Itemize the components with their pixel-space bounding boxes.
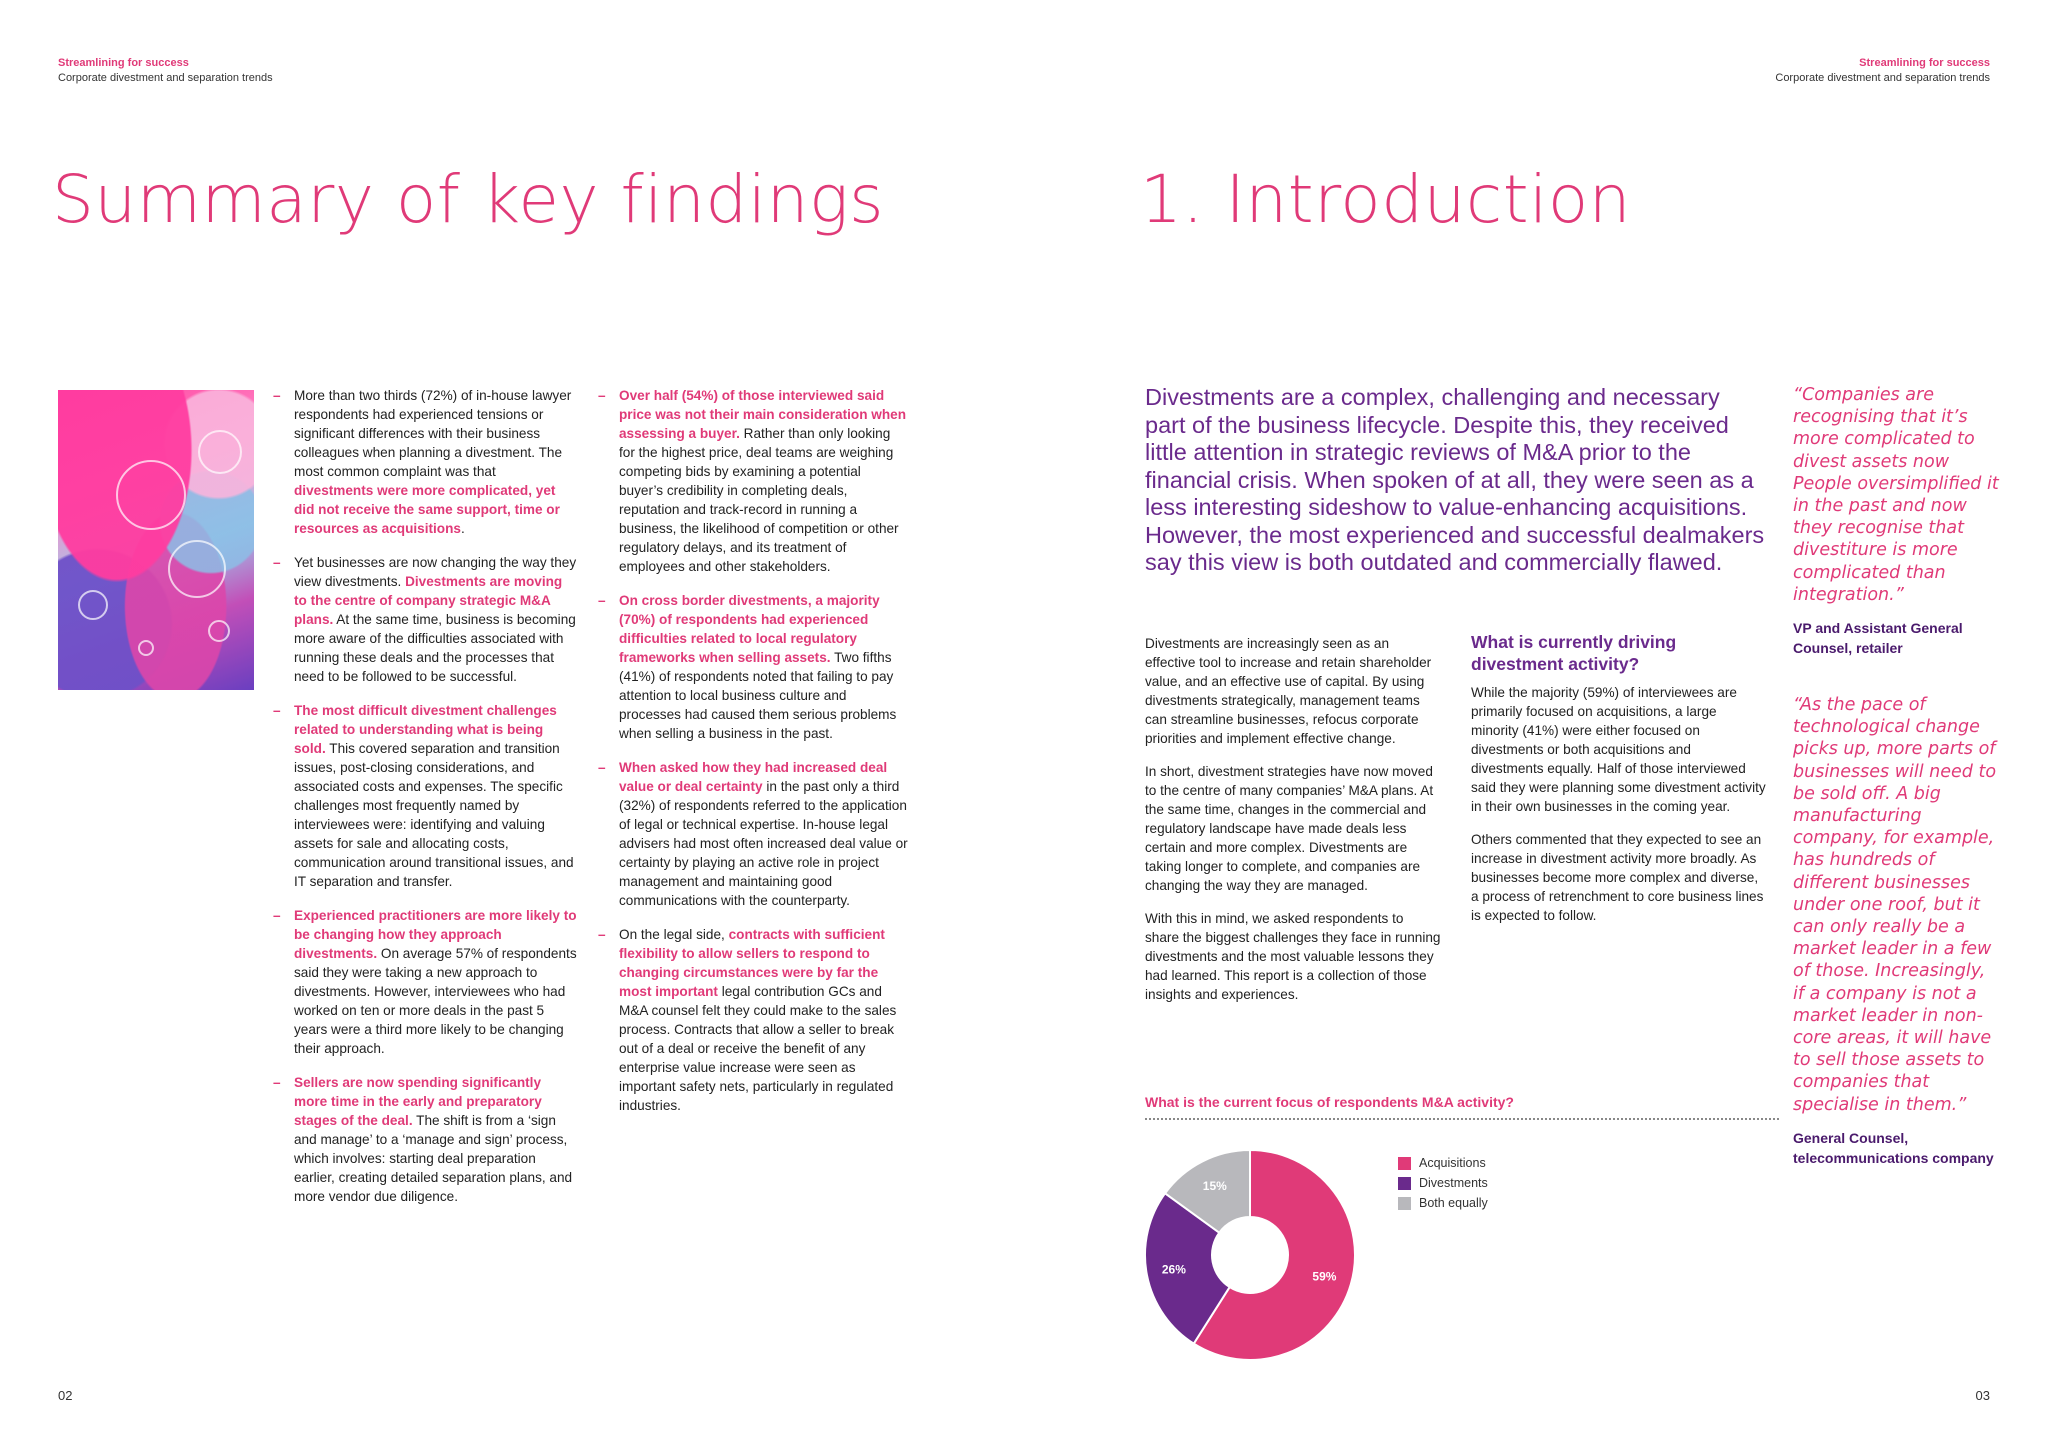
finding-item	[273, 386, 578, 538]
legend-item	[1398, 1153, 1488, 1173]
finding-highlight: Over half (54%) of those interviewed said price was not their main consideration when assessing a buyer.	[619, 388, 907, 441]
quote-block	[1787, 694, 1999, 1168]
intro-lead-paragraph: Divestments are a complex, challenging and necessary part of the business lifecycle. Despite this, they received little attention in strategic reviews of M&A prior to the financial crisis. When spoken of at all, they were seen as a less interesting sideshow to value-enhancing acquisitions. However, the most experienced and successful dealmakers say this view is both outdated and commercially flawed.	[1145, 384, 1765, 575]
dash-bullet-icon: –	[598, 593, 606, 608]
dash-bullet-icon: –	[273, 1075, 281, 1090]
finding-highlight: On cross border divestments, a majority (70%) of respondents had experienced difficulties related to local regulatory frameworks when selling assets.	[619, 593, 880, 665]
legend-item	[1398, 1173, 1488, 1193]
pull-quote: “As the pace of technological change picks up, more parts of businesses will need to be sold off. A big manufacturing company, for example, has hundreds of different businesses under one roof, but it can only really be a market leader in a few of those. Increasingly, if a company is not a market leader in non-core areas, it will have to sell those assets to companies that specialise in them.”	[1793, 695, 1997, 1115]
dash-bullet-icon: –	[273, 703, 281, 718]
finding-text: in the past only a third (32%) of respondents referred to the application of legal or technical expertise. In-house legal advisers had most often increased deal value or certainty by playing an active role in project management and maintaining good communications with the counterparty.	[619, 779, 908, 908]
right-page	[1024, 0, 2048, 1448]
intro-paragraph: Divestments are increasingly seen as an effective tool to increase and retain shareholder value, and an effective use of capital. By using divestments strategically, management teams can streamline businesses, refocus corporate priorities and implement effective change.	[1145, 636, 1432, 746]
pull-quotes	[1787, 384, 1999, 1204]
dash-bullet-icon: –	[598, 927, 606, 942]
legend-swatch-icon	[1398, 1157, 1411, 1170]
legend-label: Divestments	[1419, 1176, 1488, 1190]
finding-item	[273, 906, 578, 1058]
intro-paragraph: With this in mind, we asked respondents to share the biggest challenges they face in running divestments and the most valuable lessons they had learned. This report is a collection of those insights and experiences.	[1145, 911, 1441, 1002]
finding-text: This covered separation and transition issues, post-closing considerations, and associated costs and expenses. The specific challenges most frequently named by interviewees were: identifying and valuing assets for sale and allocating costs, communication around transitional issues, and IT separation and transfer.	[294, 741, 574, 889]
finding-highlight: Experienced practitioners are more likely to be changing how they approach divestments.	[294, 908, 577, 961]
finding-item	[598, 386, 908, 576]
dash-bullet-icon: –	[273, 388, 281, 403]
donut-data-label: 59%	[1312, 1269, 1337, 1284]
finding-highlight: The most difficult divestment challenges related to understanding what is being sold.	[294, 703, 557, 756]
finding-text: Yet businesses are now changing the way they view divestments.	[294, 555, 577, 589]
finding-text: legal contribution GCs and M&A counsel felt they could make to the sales process. Contracts that allow a seller to break out of a deal or receive the benefit of any enterprise value increase were seen as important safety nets, particularly in regulated industries.	[619, 984, 897, 1113]
dash-bullet-icon: –	[598, 388, 606, 403]
running-head-title: Streamlining for success	[58, 57, 189, 69]
finding-highlight: contracts with sufficient flexibility to allow sellers to respond to changing circumstances were by far the most important	[619, 927, 885, 999]
dash-bullet-icon: –	[273, 908, 281, 923]
donut-chart	[1145, 1140, 1385, 1370]
intro-paragraph: In short, divestment strategies have now moved to the centre of many companies’ M&A plans. At the same time, changes in the commercial and regulatory landscape have made deals less certain and more complex. Divestments are taking longer to complete, and companies are changing the way they are managed.	[1145, 764, 1434, 893]
finding-item	[598, 758, 908, 910]
finding-text: More than two thirds (72%) of in-house lawyer respondents had experienced tensions or significant differences with their business colleagues when planning a divestment. The most common complaint was that	[294, 388, 572, 479]
dash-bullet-icon: –	[273, 555, 281, 570]
pull-quote: “Companies are recognising that it’s more complicated to divest assets now People oversimplified it in the past and now they recognise that divestiture is more complicated than integration.”	[1793, 385, 1999, 605]
finding-text: On the legal side,	[619, 927, 729, 942]
section-subheading: What is currently driving divestment activity?	[1471, 632, 1677, 674]
finding-text: At the same time, business is becoming more aware of the difficulties associated with running these deals and the processes that need to be followed to be successful.	[294, 612, 576, 684]
finding-text: On average 57% of respondents said they were taking a new approach to divestments. However, interviewees who had worked on ten or more deals in the past 5 years were a third more likely to be changing their approach.	[294, 946, 577, 1056]
running-head	[58, 56, 273, 86]
page-number: 03	[1975, 1388, 1990, 1403]
dotted-divider	[1145, 1118, 1779, 1120]
finding-text: .	[460, 521, 465, 536]
finding-highlight: When asked how they had increased deal value or deal certainty	[619, 760, 888, 794]
finding-item	[273, 1073, 578, 1206]
quote-block	[1787, 384, 1999, 658]
donut-data-label: 26%	[1161, 1262, 1186, 1277]
chart-title: What is the current focus of respondents M&A activity?	[1145, 1094, 1514, 1110]
finding-item	[598, 591, 908, 743]
intro-paragraph: Others commented that they expected to see an increase in divestment activity more broadly. As businesses become more complex and diverse, a process of retrenchment to core business lines is expected to follow.	[1471, 832, 1764, 923]
quote-attribution: VP and Assistant General Counsel, retailer	[1793, 620, 1963, 657]
donut-data-label: 15%	[1202, 1178, 1227, 1193]
abstract-bubbles-image	[58, 390, 254, 690]
legend-swatch-icon	[1398, 1177, 1411, 1190]
page-title: Summary of key findings	[52, 161, 884, 238]
finding-highlight: Sellers are now spending significantly more time in the early and preparatory stages of the deal.	[294, 1075, 542, 1128]
page-number: 02	[58, 1388, 73, 1403]
dash-bullet-icon: –	[598, 760, 606, 775]
finding-text: Two fifths (41%) of respondents noted that failing to pay attention to local business culture and processes had caused them serious problems when selling a business in the past.	[619, 650, 897, 741]
legend-label: Acquisitions	[1419, 1156, 1486, 1170]
findings-column-1	[273, 386, 578, 1221]
running-head-subtitle: Corporate divestment and separation trends	[58, 72, 273, 84]
chart-legend	[1398, 1153, 1488, 1213]
legend-label: Both equally	[1419, 1196, 1488, 1210]
page-title: 1. Introduction	[1140, 161, 1632, 238]
findings-column-2	[598, 386, 908, 1130]
finding-item	[273, 553, 578, 686]
quote-attribution: General Counsel, telecommunications company	[1793, 1129, 1994, 1166]
running-head-title: Streamlining for success	[1859, 57, 1990, 69]
finding-highlight: Divestments are moving to the centre of company strategic M&A plans.	[294, 574, 563, 627]
finding-text: The shift is from a ‘sign and manage’ to a ‘manage and sign’ process, which involves: starting deal preparation earlier, creating detailed separation plans, and more vendor due diligence.	[294, 1113, 573, 1204]
finding-item	[273, 701, 578, 891]
finding-highlight: divestments were more complicated, yet did not receive the same support, time or resources as acquisitions	[294, 483, 560, 536]
finding-item	[598, 925, 908, 1115]
intro-column-b	[1471, 634, 1767, 939]
intro-column-a	[1145, 634, 1441, 1018]
running-head-subtitle: Corporate divestment and separation trends	[1775, 72, 1990, 84]
intro-paragraph: While the majority (59%) of interviewees are primarily focused on acquisitions, a large minority (41%) were either focused on divestments or both acquisitions and divestments equally. Half of those interviewed said they were planning some divestment activity in their own businesses in the coming year.	[1471, 685, 1766, 814]
running-head	[1775, 56, 1990, 86]
legend-item	[1398, 1193, 1488, 1213]
legend-swatch-icon	[1398, 1197, 1411, 1210]
finding-text: Rather than only looking for the highest price, deal teams are weighing competing bids by examining a potential buyer’s credibility in completing deals, reputation and track-record in running a business, the likelihood of competition or other regulatory delays, and its treatment of employees and other stakeholders.	[619, 426, 899, 574]
